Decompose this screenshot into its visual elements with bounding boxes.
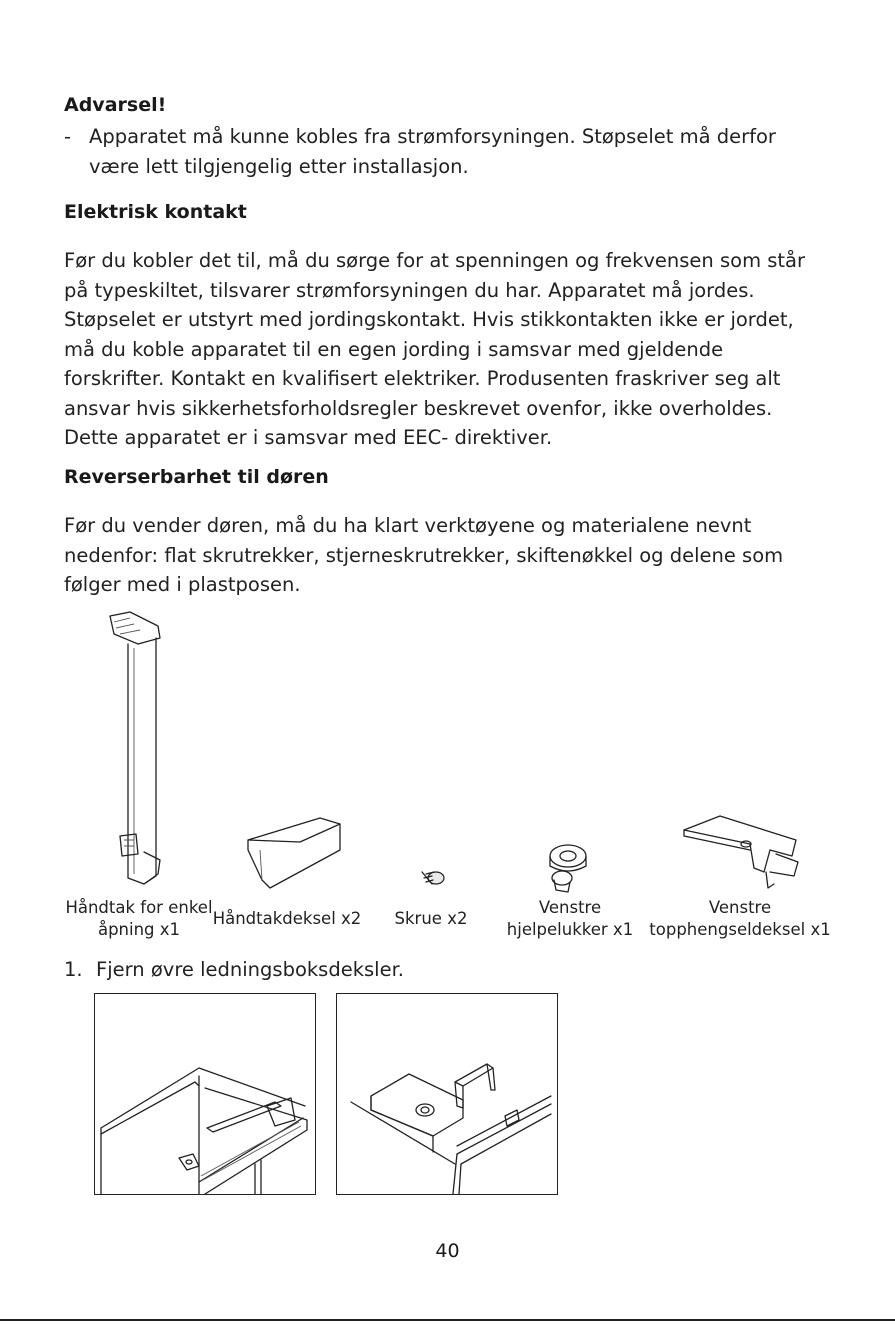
part-caption-hinge-cover: Venstre topphengseldeksel x1: [649, 898, 831, 939]
handle-illustration: [100, 608, 180, 890]
warning-dash: -: [64, 125, 72, 148]
step-text: Fjern øvre ledningsboksdeksler.: [96, 958, 405, 981]
electrical-line: forskrifter. Kontakt en kvalifisert elektriker. Produsenten fraskriver seg alt: [64, 367, 781, 390]
reversibility-line: nedenfor: flat skrutrekker, stjerneskrutrekker, skiftenøkkel og delene som: [64, 543, 784, 567]
electrical-heading: Elektrisk kontakt: [64, 201, 247, 223]
handle-cover-illustration: [240, 810, 350, 892]
left-top-hinge-cover-illustration: [680, 810, 810, 892]
reversibility-paragraph: [64, 511, 854, 600]
left-auxiliary-closer-illustration: [538, 840, 598, 896]
part-caption-handle-cover: Håndtakdeksel x2: [212, 909, 362, 928]
electrical-line: Støpselet er utstyrt med jordingskontakt. Hvis stikkontakten ikke er jordet,: [64, 308, 794, 331]
electrical-line: på typeskiltet, tilsvarer strømforsyningen du har. Apparatet må jordes.: [64, 278, 755, 302]
electrical-line: Før du kobler det til, må du sørge for at spenningen og frekvensen som står: [64, 249, 806, 272]
electrical-line: ansvar hvis sikkerhetsforholdsregler beskrevet ovenfor, ikke overholdes.: [64, 396, 773, 420]
part-caption-screw: Skrue x2: [394, 909, 468, 928]
electrical-line: må du koble apparatet til en egen jording i samsvar med gjeldende: [64, 337, 724, 361]
reversibility-heading: Reverserbarhet til døren: [64, 466, 329, 488]
part-caption-handle: Håndtak for enkel åpning x1: [65, 898, 213, 939]
warning-line-2: være lett tilgjengelig etter installasjon.: [89, 154, 469, 178]
part-caption-auxiliary-closer: Venstre hjelpelukker x1: [506, 898, 634, 939]
page-number: 40: [435, 1240, 460, 1262]
electrical-line: Dette apparatet er i samsvar med EEC- direktiver.: [64, 426, 553, 449]
warning-text: [89, 122, 869, 181]
step1-figure-left: [94, 993, 316, 1195]
reversibility-line: Før du vender døren, må du ha klart verktøyene og materialene nevnt: [64, 514, 752, 537]
fridge-top-illustration: [95, 994, 315, 1194]
reversibility-line: følger med i plastposen.: [64, 573, 301, 596]
step-number: 1.: [64, 958, 83, 981]
bottom-rule: [0, 1319, 895, 1321]
warning-heading: Advarsel!: [64, 94, 167, 116]
warning-line-1: Apparatet må kunne kobles fra strømforsyningen. Støpselet må derfor: [89, 125, 776, 148]
electrical-paragraph: [64, 246, 854, 453]
wire-box-cover-illustration: [337, 994, 557, 1194]
screw-illustration: [418, 864, 448, 894]
step1-figure-right: [336, 993, 558, 1195]
